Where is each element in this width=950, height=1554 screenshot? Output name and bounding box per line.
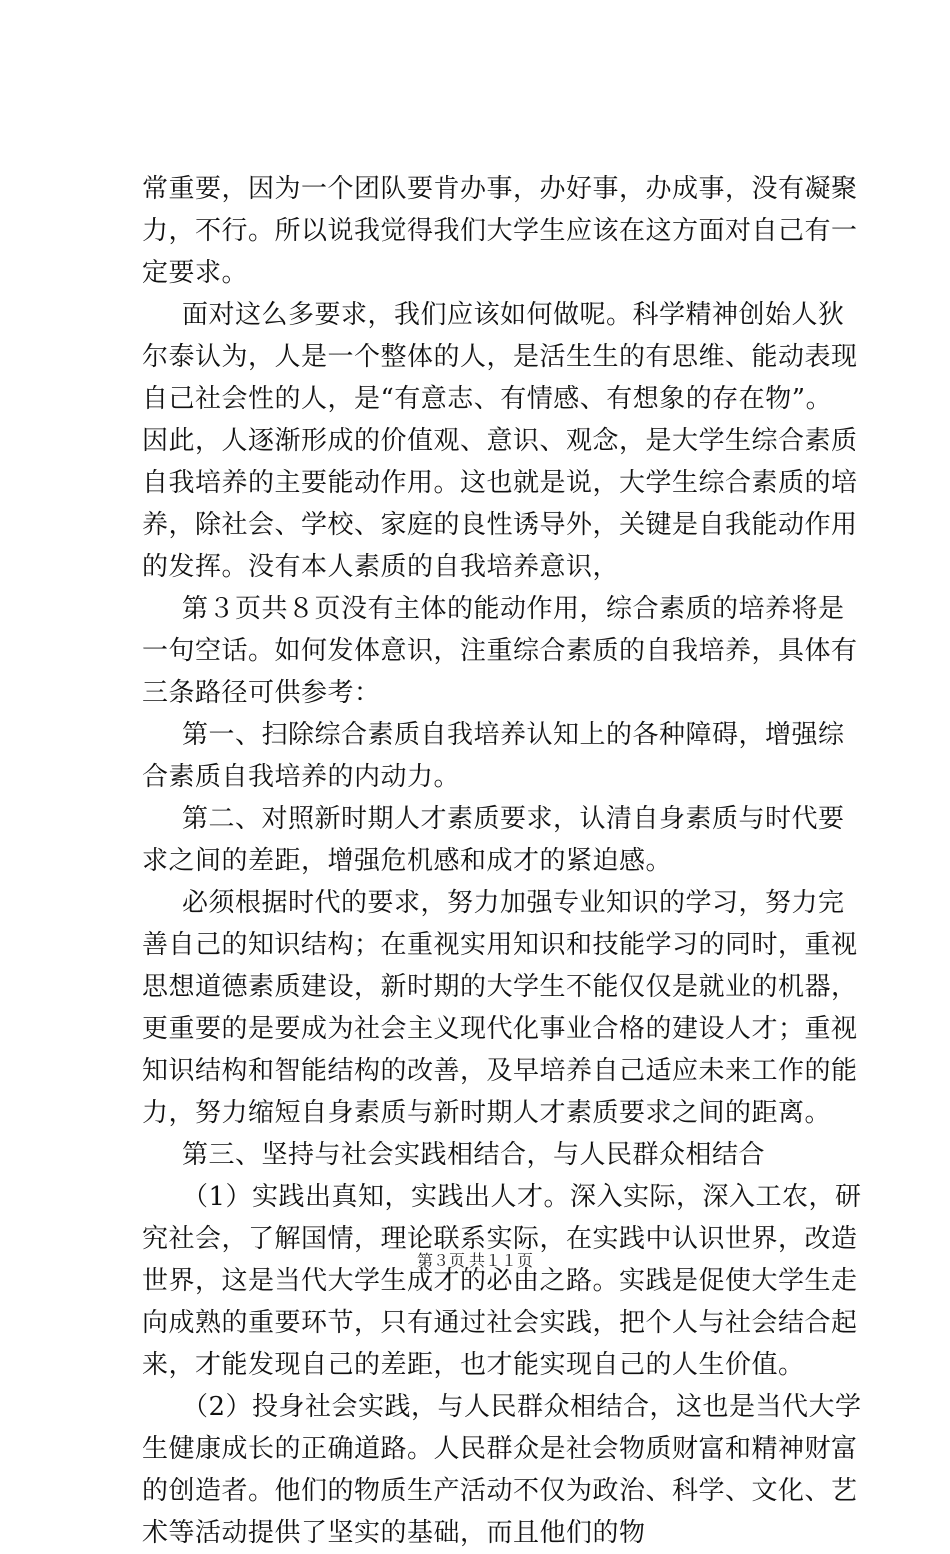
text-line: 生健康成长的正确道路。人民群众是社会物质财富和精神财富	[142, 1434, 858, 1464]
text-line: 更重要的是要成为社会主义现代化事业合格的建设人才；重视	[142, 1014, 858, 1044]
text-line: 自己社会性的人，是“有意志、有情感、有想象的存在物”。	[142, 384, 833, 414]
text-line: 来，才能发现自己的差距，也才能实现自己的人生价值。	[142, 1350, 805, 1380]
text-line: 求之间的差距，增强危机感和成才的紧迫感。	[142, 846, 673, 876]
text-line: 常重要，因为一个团队要肯办事，办好事，办成事，没有凝聚	[142, 174, 858, 204]
text-line: 必须根据时代的要求，努力加强专业知识的学习，努力完	[182, 888, 845, 918]
document-body	[142, 168, 862, 1554]
text-line: 向成熟的重要环节，只有通过社会实践，把个人与社会结合起	[142, 1308, 858, 1338]
text-line: 合素质自我培养的内动力。	[142, 762, 461, 792]
text-line: 尔泰认为，人是一个整体的人，是活生生的有思维、能动表现	[142, 342, 858, 372]
text-line: 第三、坚持与社会实践相结合，与人民群众相结合	[182, 1140, 766, 1170]
text-line: 因此，人逐渐形成的价值观、意识、观念，是大学生综合素质	[142, 426, 858, 456]
text-line: 知识结构和智能结构的改善，及早培养自己适应未来工作的能	[142, 1056, 858, 1086]
text-line: 力，努力缩短自身素质与新时期人才素质要求之间的距离。	[142, 1098, 832, 1128]
text-line: 世界，这是当代大学生成才的必由之路。实践是促使大学生走	[142, 1266, 858, 1296]
text-line: 的发挥。没有本人素质的自我培养意识，	[142, 552, 620, 582]
text-line: 第二、对照新时期人才素质要求，认清自身素质与时代要	[182, 804, 845, 834]
text-line: 定要求。	[142, 258, 249, 288]
page-footer: 第３页 共１１页	[416, 1253, 533, 1270]
text-line: 的创造者。他们的物质生产活动不仅为政治、科学、文化、艺	[142, 1476, 858, 1506]
text-line: 术等活动提供了坚实的基础，而且他们的物	[142, 1518, 646, 1548]
text-line: 第３页共８页没有主体的能动作用，综合素质的培养将是	[182, 594, 845, 624]
text-line: 自我培养的主要能动作用。这也就是说，大学生综合素质的培	[142, 468, 858, 498]
text-line: 面对这么多要求，我们应该如何做呢。科学精神创始人狄	[182, 300, 845, 330]
text-line: （1）实践出真知，实践出人才。深入实际，深入工农，研	[182, 1182, 862, 1212]
text-line: 思想道德素质建设，新时期的大学生不能仅仅是就业的机器，	[142, 972, 858, 1002]
text-line: 究社会，了解国情，理论联系实际，在实践中认识世界，改造	[142, 1224, 858, 1254]
text-line: 第一、扫除综合素质自我培养认知上的各种障碍，增强综	[182, 720, 845, 750]
text-line: 善自己的知识结构；在重视实用知识和技能学习的同时，重视	[142, 930, 858, 960]
text-line: 养，除社会、学校、家庭的良性诱导外，关键是自我能动作用	[142, 510, 858, 540]
text-line: 一句空话。如何发体意识，注重综合素质的自我培养，具体有	[142, 636, 858, 666]
text-line: 力，不行。所以说我觉得我们大学生应该在这方面对自己有一	[142, 216, 858, 246]
text-line: （2）投身社会实践，与人民群众相结合，这也是当代大学	[182, 1392, 862, 1422]
text-line: 三条路径可供参考：	[142, 678, 381, 708]
